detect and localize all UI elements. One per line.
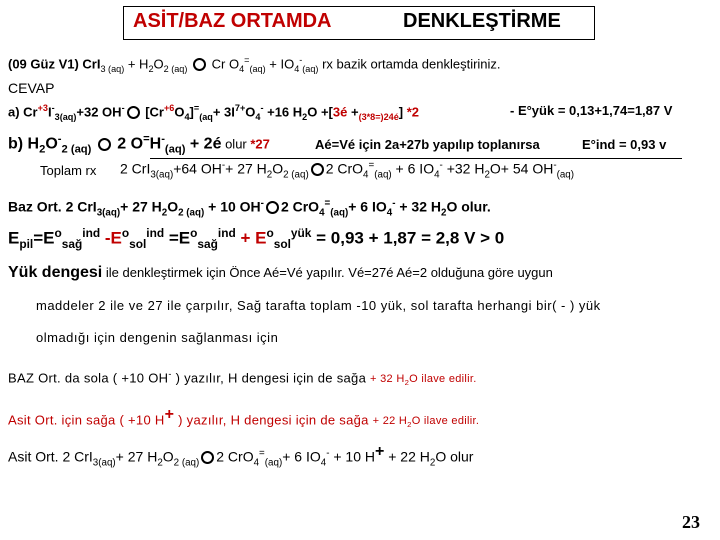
epil-sag2: sağ	[197, 237, 218, 252]
baz-line-add	[370, 373, 477, 388]
asit-ort-equation	[8, 443, 473, 468]
toplam-ohc: -	[221, 160, 226, 171]
epil-ind: ind	[82, 226, 101, 240]
asit-io4: + 6 IO	[282, 448, 321, 465]
line-b-haq: (aq)	[164, 143, 186, 156]
half-reaction-a	[8, 103, 419, 122]
arrow-circle-icon	[127, 106, 140, 119]
asit-crsub: 4	[253, 457, 260, 469]
toplam-restaq: (aq)	[556, 169, 575, 181]
toplam-io4c: -	[439, 160, 443, 171]
asit-sub2: 2	[157, 457, 163, 469]
epil-sol: sol	[129, 237, 147, 252]
epil-sol2: sol	[273, 237, 291, 252]
line-a-mult2: *2	[403, 104, 420, 120]
asit-h2osub: 2	[429, 457, 436, 469]
question-mid4: + IO	[265, 56, 295, 72]
asit-add-a: + 22 H	[372, 415, 408, 428]
line-a-h2osub: 2	[302, 111, 308, 122]
epil-sag: sağ	[61, 237, 83, 252]
asit-aq: 3(aq)	[92, 457, 116, 469]
e-yuk: - E°yük = 0,13+1,74=1,87 V	[510, 103, 673, 118]
epil-eq: =E	[33, 228, 55, 248]
baz-io4c: -	[392, 198, 396, 209]
epil-result: = 0,93 + 1,87 = 2,8 V > 0	[311, 228, 505, 248]
cevap-label: CEVAP	[8, 80, 55, 96]
baz-line-text: BAZ Ort. da sola ( +10 OH	[8, 370, 169, 386]
e-ind: E°ind = 0,93 v	[582, 137, 667, 152]
epil-sup4: o	[266, 226, 274, 240]
baz-crc: =	[324, 198, 331, 209]
baz-h2o2: + 27 H	[120, 198, 162, 215]
arrow-circle-icon	[98, 138, 111, 151]
baz-h2o: + 32 H	[395, 198, 441, 215]
epil-e: E	[8, 228, 20, 248]
line-a-o4: O	[174, 104, 185, 120]
title-part2: DENKLEŞTİRME	[403, 10, 561, 32]
ae-text: Aé=Vé için 2a+27b yapılıp toplanırsa	[315, 137, 540, 152]
asit-instruction	[8, 406, 479, 430]
question-mid1: + H	[124, 56, 149, 72]
toplam-aq1: 3(aq)	[150, 169, 174, 181]
toplam-crc: =	[368, 160, 375, 171]
baz-oh: + 10 OH	[204, 198, 261, 215]
divider	[150, 158, 682, 159]
asit-line-c: +	[164, 406, 175, 423]
epil-yuk: yük	[290, 226, 312, 240]
asit-h2o2: + 27 H	[115, 448, 158, 465]
epil-plus: + E	[235, 228, 267, 248]
toplam-cr: 2 CrO	[325, 160, 364, 177]
baz-ort-equation	[8, 198, 491, 218]
baz-add-sub: 2	[404, 378, 410, 388]
ox-state-cr6: +6	[163, 103, 175, 113]
baz-crsub: 4	[319, 207, 325, 219]
toplam-restc: -	[553, 160, 557, 171]
line-a-h2oo: O +[	[307, 104, 333, 120]
toplam-label: Toplam rx	[40, 163, 97, 178]
epil-ind2: ind	[146, 226, 165, 240]
baz-add-b: O ilave edilir.	[409, 373, 477, 386]
line-a-sub4b: 4	[255, 111, 261, 122]
baz-line-text2: ) yazılır, H dengesi için de sağa	[171, 370, 367, 386]
epil-pil: pil	[19, 237, 34, 252]
toplam-rest: +32 H	[442, 160, 485, 177]
toplam-o2: O	[272, 160, 284, 177]
asit-end: O olur	[435, 448, 474, 465]
baz-craq: (aq)	[330, 207, 349, 219]
baz-o2: O	[167, 198, 179, 215]
line-a-h2o: +16 H	[263, 104, 303, 120]
question-mid2: O	[153, 56, 164, 72]
arrow-circle-icon	[193, 58, 206, 71]
toplam-h2sub: 2	[266, 169, 273, 181]
epil-sup1: o	[54, 226, 62, 240]
asit-line-add	[372, 415, 480, 430]
toplam-craq: (aq)	[374, 169, 392, 181]
line-a-o4b: O	[245, 104, 256, 120]
line-b-hcharge: -	[161, 133, 165, 145]
asit-add-b: O ilave edilir.	[411, 415, 480, 428]
toplam-restsub: 2	[484, 169, 490, 181]
question-line: (09 Güz V1) $CrI_{3 (aq)} + H_2O_{2 (aq)}$ Cr $O_4^=_{(aq)} + IO_4^-_{(aq)}$ rx bazik ortamda denkleştiriniz.	[8, 55, 501, 74]
toplam-h2o2: + 27 H	[225, 160, 267, 177]
baz-end: O olur.	[446, 198, 491, 215]
yuk-dengesi-line	[8, 264, 553, 282]
page-number: 23	[682, 512, 700, 532]
asit-o2sub: 2 (aq)	[173, 457, 200, 469]
epil-sup3: o	[190, 226, 198, 240]
toplam-eq1: 2 CrI	[120, 160, 151, 177]
line-b-eq: =	[143, 133, 150, 145]
toplam-rest2: O+ 54 OH	[489, 160, 554, 177]
asit-hc: +	[375, 443, 385, 460]
line-b-sub2: 2	[39, 143, 46, 156]
line-a-i: I	[48, 104, 52, 120]
line-b-h: H	[149, 135, 162, 153]
line-a-plus: +	[347, 104, 359, 120]
line-b-two-o: 2 O	[117, 135, 144, 153]
question-mid3: Cr O	[208, 56, 240, 72]
olmadigi-line: olmadığı için dengenin sağlanması için	[36, 330, 279, 345]
epil-ind3: ind	[217, 226, 236, 240]
baz-io4: + 6 IO	[348, 198, 387, 215]
line-a-charge2: -	[121, 103, 125, 113]
baz-h2osub: 2	[441, 207, 447, 219]
asit-line-text2: ) yazılır, H dengesi için de sağa	[174, 412, 369, 428]
baz-add-a: + 32 H	[370, 373, 405, 386]
baz-io4sub: 4	[386, 207, 393, 219]
baz-aq: 3(aq)	[96, 207, 121, 219]
asit-io4sub: 4	[320, 457, 327, 469]
asit-o2: O	[162, 448, 174, 465]
line-a-calc: (3*8=)24é	[358, 111, 399, 122]
toplam-o2sub: 2 (aq)	[283, 169, 309, 181]
toplam-equation	[120, 160, 574, 180]
title-part1: ASİT/BAZ ORTAMDA	[133, 10, 332, 32]
baz-line-c: -	[168, 369, 172, 379]
line-a-aq2: (aq	[199, 111, 213, 122]
line-a-close: ]	[189, 104, 194, 120]
line-a-charge3: -	[260, 103, 264, 113]
line-b-e2: + 2é	[185, 135, 222, 153]
epil-minus: -E	[100, 228, 122, 248]
e-pil-equation	[8, 226, 504, 251]
toplam-io4: + 6 IO	[391, 160, 435, 177]
arrow-circle-icon	[311, 163, 324, 176]
line-a-eq: =	[193, 103, 200, 113]
line-a-charge1: -	[51, 103, 55, 113]
baz-label: Baz Ort. 2 CrI	[8, 198, 97, 215]
epil-sup2: o	[121, 226, 130, 240]
baz-o2sub: 2 (aq)	[178, 207, 205, 219]
ox-state-cr: +3	[37, 103, 48, 113]
half-reaction-b	[8, 133, 270, 156]
line-a-bracket: [Cr	[141, 104, 164, 120]
line-a-plus3i: + 3I	[212, 104, 235, 120]
asit-crc: =	[259, 448, 265, 459]
line-b-charge: -	[57, 133, 62, 145]
asit-craq: (aq)	[264, 457, 283, 469]
yuk-dengesi-bold: Yük dengesi	[8, 264, 103, 281]
asit-label: Asit Ort. 2 CrI	[8, 448, 93, 465]
line-b-olur: olur	[221, 136, 247, 152]
line-a-ox3: 7+	[234, 103, 246, 113]
line-a-sub4: 4	[184, 111, 190, 122]
asit-h2o: + 22 H	[384, 448, 430, 465]
arrow-circle-icon	[201, 451, 214, 464]
asit-h: + 10 H	[329, 448, 375, 465]
question-suffix: rx bazik ortamda denkleştiriniz.	[318, 56, 501, 72]
line-b-aq: 2 (aq)	[61, 143, 92, 156]
epil-eq2: =E	[164, 228, 191, 248]
line-a-aq1: 3(aq)	[54, 111, 77, 122]
line-b-mult27: *27	[246, 136, 270, 152]
toplam-io4sub: 4	[434, 169, 440, 181]
line-b-label: b) H	[8, 135, 40, 153]
baz-sub2: 2	[161, 207, 168, 219]
toplam-oh: +64 OH	[173, 160, 222, 177]
line-a-oh: +32 OH	[76, 104, 122, 120]
yuk-dengesi-text: ile denkleştirmek için Önce Aé=Vé yapılır. Vé=27é Aé=2 olduğuna göre uygun	[102, 265, 553, 280]
baz-instruction	[8, 369, 477, 388]
asit-io4c: -	[326, 448, 330, 459]
asit-cr: 2 CrO	[216, 448, 254, 465]
line-a-label: a) Cr	[8, 104, 38, 120]
maddeler-line: maddeler 2 ile ve 27 ile çarpılır, Sağ tarafta toplam -10 yük, sol tarafta herhangi bir( - ) yük	[36, 298, 601, 313]
question-prefix: (09 Güz V1) CrI	[8, 56, 101, 72]
line-a-e3: 3é	[332, 104, 348, 120]
baz-ohc: -	[260, 198, 264, 209]
line-a-closeb: ]	[398, 104, 404, 120]
baz-cr: 2 CrO	[280, 198, 320, 215]
toplam-crsub: 4	[363, 169, 369, 181]
line-b-o: O	[45, 135, 58, 153]
arrow-circle-icon	[266, 201, 279, 214]
asit-line-text: Asit Ort. için sağa ( +10 H	[8, 412, 165, 428]
asit-add-sub: 2	[407, 420, 412, 430]
